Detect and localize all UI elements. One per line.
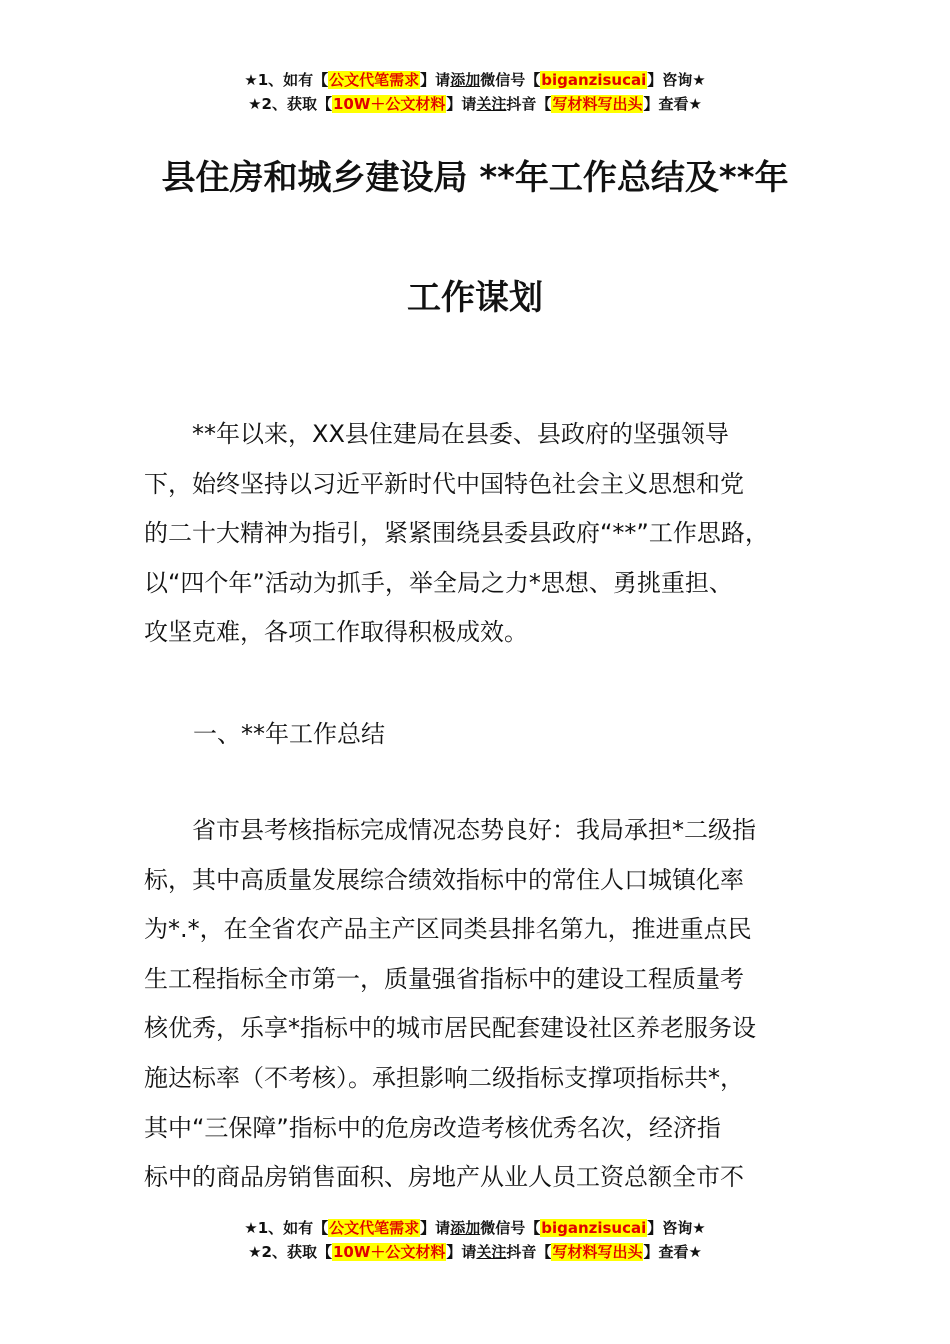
paragraph-line: 下，始终坚持以习近平新时代中国特色社会主义思想和党 bbox=[144, 469, 744, 498]
banner-text: 抖音【 bbox=[506, 95, 552, 113]
banner-highlight: 公文代笔需求 bbox=[329, 71, 420, 89]
paragraph-line: 为*.*，在全省农产品主产区同类县排名第九，推进重点民 bbox=[144, 915, 752, 944]
footer-banner bbox=[0, 1216, 950, 1264]
banner-text: 】请 bbox=[420, 71, 451, 89]
banner-line-1 bbox=[0, 1216, 950, 1240]
banner-underline-text: 关注 bbox=[476, 95, 507, 113]
douyin-id-highlight: 写材料写出头 bbox=[552, 1243, 643, 1261]
intro-paragraph bbox=[144, 410, 834, 658]
banner-text: 】请 bbox=[446, 1243, 477, 1261]
header-banner bbox=[0, 68, 950, 116]
banner-text: 】查看★ bbox=[643, 1243, 702, 1261]
wechat-id-highlight: biganzisucai bbox=[541, 71, 647, 89]
banner-highlight: 公文代笔需求 bbox=[329, 1219, 420, 1237]
paragraph-line: 的二十大精神为指引，紧紧围绕县委县政府“**”工作思路， bbox=[144, 519, 769, 548]
paragraph-line: 核优秀，乐享*指标中的城市居民配套建设社区养老服务设 bbox=[144, 1014, 756, 1043]
wechat-id-highlight: biganzisucai bbox=[541, 1219, 647, 1237]
paragraph-line: 标中的商品房销售面积、房地产从业人员工资总额全市不 bbox=[144, 1163, 744, 1192]
section-heading: 一、**年工作总结 bbox=[193, 720, 385, 748]
paragraph-line: **年以来，XX县住建局在县委、县政府的坚强领导 bbox=[144, 420, 729, 448]
banner-text: ★2、获取【 bbox=[248, 1243, 332, 1261]
paragraph-line: 其中“三保障”指标中的危房改造考核优秀名次，经济指 bbox=[144, 1113, 721, 1142]
banner-text: 】查看★ bbox=[643, 95, 702, 113]
paragraph-line: 以“四个年”活动为抓手，举全局之力*思想、勇挑重担、 bbox=[144, 568, 733, 597]
banner-underline-text: 添加 bbox=[450, 1219, 481, 1237]
banner-text: 】咨询★ bbox=[647, 1219, 706, 1237]
banner-underline-text: 添加 bbox=[450, 71, 481, 89]
document-title-line-1: 县住房和城乡建设局 **年工作总结及**年 bbox=[161, 158, 789, 198]
douyin-id-highlight: 写材料写出头 bbox=[552, 95, 643, 113]
banner-text: ★1、如有【 bbox=[244, 71, 329, 89]
banner-highlight: 10W＋公文材料 bbox=[332, 1243, 446, 1261]
document-title-line-2: 工作谋划 bbox=[407, 278, 543, 318]
banner-line-2 bbox=[0, 1240, 950, 1264]
summary-paragraph bbox=[144, 806, 834, 1203]
banner-text: ★1、如有【 bbox=[244, 1219, 329, 1237]
paragraph-line: 施达标率（不考核）。承担影响二级指标支撑项指标共*， bbox=[144, 1063, 744, 1092]
paragraph-line: 生工程指标全市第一，质量强省指标中的建设工程质量考 bbox=[144, 964, 744, 993]
banner-text: 微信号【 bbox=[480, 1219, 541, 1237]
banner-text: 微信号【 bbox=[480, 71, 541, 89]
banner-text: 抖音【 bbox=[506, 1243, 552, 1261]
paragraph-line: 攻坚克难，各项工作取得积极成效。 bbox=[144, 618, 528, 647]
paragraph-line: 标，其中高质量发展综合绩效指标中的常住人口城镇化率 bbox=[144, 865, 744, 894]
banner-text: 】请 bbox=[446, 95, 477, 113]
banner-text: 】请 bbox=[420, 1219, 451, 1237]
paragraph-line: 省市县考核指标完成情况态势良好：我局承担*二级指 bbox=[144, 816, 756, 844]
banner-underline-text: 关注 bbox=[476, 1243, 507, 1261]
banner-text: 】咨询★ bbox=[647, 71, 706, 89]
banner-text: ★2、获取【 bbox=[248, 95, 332, 113]
banner-line-2 bbox=[0, 92, 950, 116]
banner-highlight: 10W＋公文材料 bbox=[332, 95, 446, 113]
banner-line-1 bbox=[0, 68, 950, 92]
